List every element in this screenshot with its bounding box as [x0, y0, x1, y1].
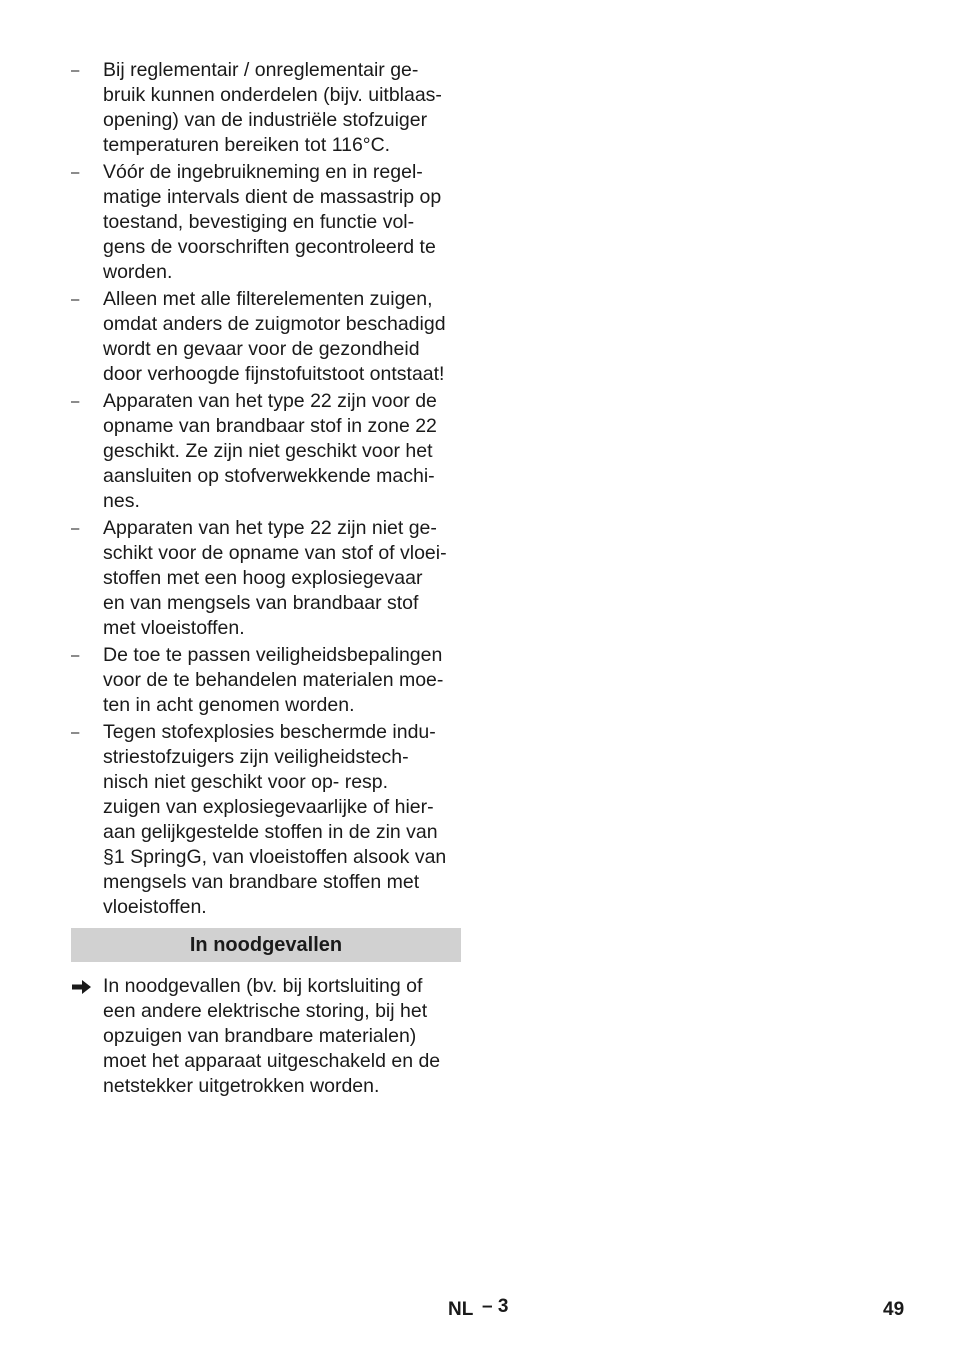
text-line: en van mengsels van brandbaar stof [103, 592, 419, 614]
list-item [71, 287, 461, 387]
text-line: omdat anders de zuigmotor beschadigd [103, 313, 446, 335]
text-line: door verhoogde fijnstofuitstoot ontstaat! [103, 363, 445, 385]
dash-bullet-icon: – [71, 164, 80, 181]
text-line: Tegen stofexplosies beschermde indu- [103, 721, 436, 743]
text-line: mengsels van brandbare stoffen met [103, 871, 420, 893]
text-line: vloeistoffen. [103, 896, 207, 918]
list-item [71, 160, 461, 285]
list-item [71, 516, 461, 641]
text-line: wordt en gevaar voor de gezondheid [103, 338, 420, 360]
text-line: striestofzuigers zijn veiligheidstech- [103, 746, 409, 768]
text-line: aan gelijkgestelde stoffen in de zin van [103, 821, 438, 843]
dash-bullet-icon: – [71, 724, 80, 741]
list-item [71, 58, 461, 158]
text-line: netstekker uitgetrokken worden. [103, 1075, 380, 1097]
arrow-right-icon [72, 979, 92, 995]
text-line: voor de te behandelen materialen moe- [103, 669, 444, 691]
emergency-instruction [71, 974, 461, 1099]
text-line: In noodgevallen (bv. bij kortsluiting of [103, 975, 423, 997]
text-line: §1 SpringG, van vloeistoffen alsook van [103, 846, 447, 868]
dash-bullet-icon: – [71, 393, 80, 410]
text-line: zuigen van explosiegevaarlijke of hier- [103, 796, 434, 818]
text-line: aansluiten op stofverwekkende machi- [103, 465, 435, 487]
text-line: opening) van de industriële stofzuiger [103, 109, 428, 131]
text-line: ten in acht genomen worden. [103, 694, 355, 716]
footer-section-page: – 3 [482, 1296, 509, 1317]
text-line: een andere elektrische storing, bij het [103, 1000, 428, 1022]
list-item [71, 389, 461, 514]
text-line: opzuigen van brandbare materialen) [103, 1025, 417, 1047]
text-line: Bij reglementair / onreglementair ge- [103, 59, 419, 81]
text-line: gens de voorschriften gecontroleerd te [103, 236, 436, 258]
text-line: geschikt. Ze zijn niet geschikt voor het [103, 440, 433, 462]
dash-bullet-icon: – [71, 291, 80, 308]
text-line: Apparaten van het type 22 zijn voor de [103, 390, 437, 412]
dash-bullet-icon: – [71, 520, 80, 537]
text-line: Alleen met alle filterelementen zuigen, [103, 288, 433, 310]
text-line: met vloeistoffen. [103, 617, 245, 639]
text-line: nisch niet geschikt voor op- resp. [103, 771, 389, 793]
text-line: worden. [103, 261, 173, 283]
text-line: nes. [103, 490, 140, 512]
main-column [71, 58, 461, 1099]
text-line: moet het apparaat uitgeschakeld en de [103, 1050, 441, 1072]
text-line: De toe te passen veiligheidsbepalingen [103, 644, 443, 666]
footer-page-number: 49 [883, 1299, 905, 1320]
text-line: opname van brandbaar stof in zone 22 [103, 415, 437, 437]
emergency-instruction-text [103, 974, 461, 1099]
dash-bullet-icon: – [71, 62, 80, 79]
text-line: matige intervals dient de massastrip op [103, 186, 442, 208]
safety-bullet-list [71, 58, 461, 920]
list-item [71, 720, 461, 920]
text-line: stoffen met een hoog explosiegevaar [103, 567, 423, 589]
text-line: schikt voor de opname van stof of vloei- [103, 542, 447, 564]
text-line: bruik kunnen onderdelen (bijv. uitblaas- [103, 84, 442, 106]
footer-language: NL [448, 1299, 474, 1320]
text-line: Apparaten van het type 22 zijn niet ge- [103, 517, 437, 539]
dash-bullet-icon: – [71, 647, 80, 664]
text-line: Vóór de ingebruikneming en in regel- [103, 161, 423, 183]
section-heading-emergency: In noodgevallen [71, 928, 461, 962]
text-line: toestand, bevestiging en functie vol- [103, 211, 415, 233]
list-item [71, 643, 461, 718]
text-line: temperaturen bereiken tot 116°C. [103, 134, 391, 156]
